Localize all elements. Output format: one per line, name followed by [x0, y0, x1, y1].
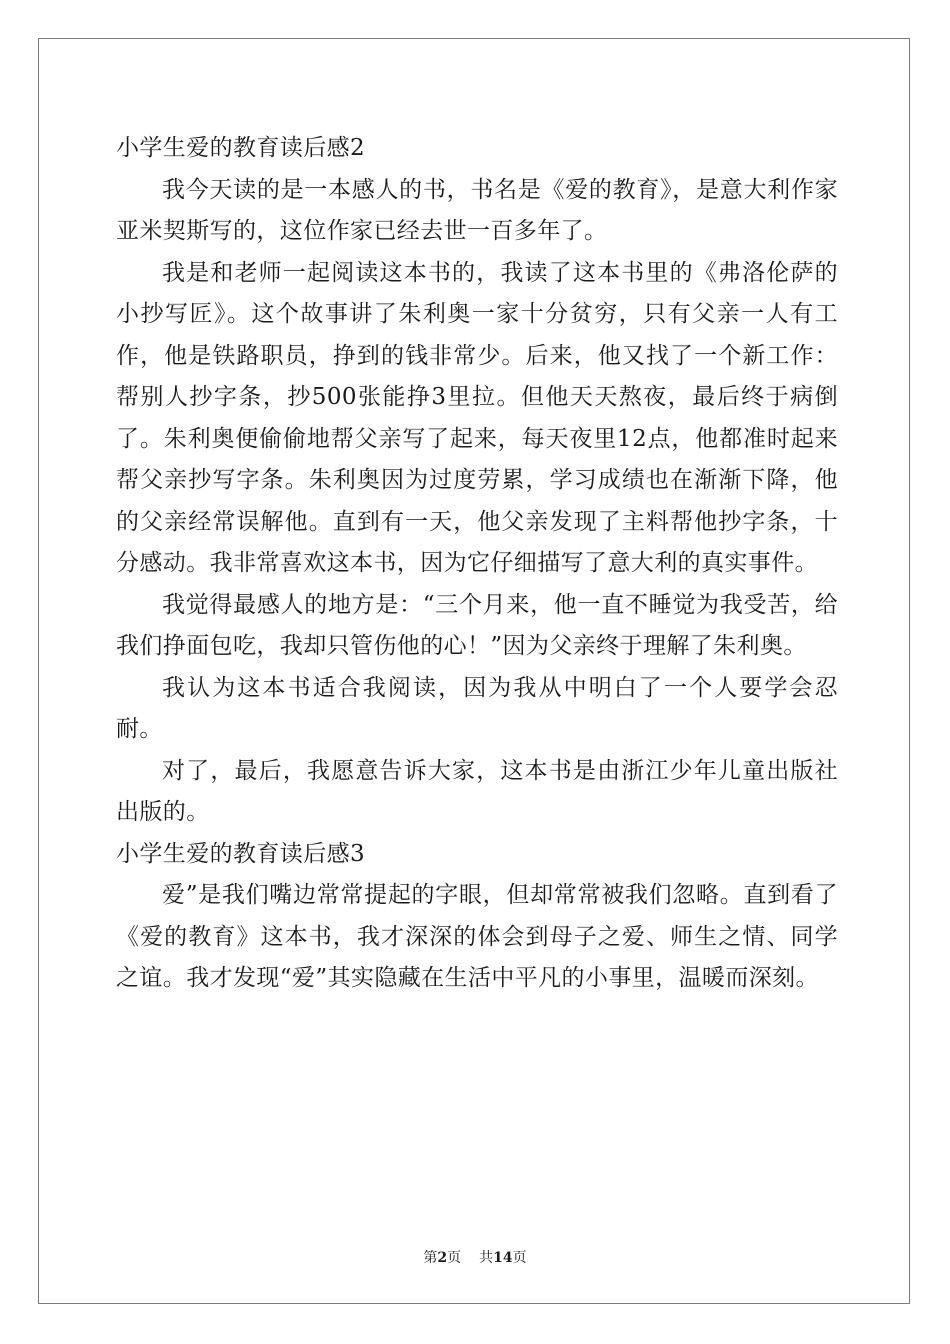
total-label-suffix: 页 [512, 1250, 527, 1266]
paragraph: 爱”是我们嘴边常常提起的字眼，但却常常被我们忽略。直到看了《爱的教育》这本书，我才深深的体会到母子之爱、师生之情、同学之谊。我才发现“爱”其实隐藏在生活中平凡的小事里，温暖而深刻。 [116, 882, 838, 991]
document-body [116, 128, 838, 1000]
paragraph: 我是和老师一起阅读这本书的，我读了这本书里的《弗洛伦萨的小抄写匠》。这个故事讲了朱利奥一家十分贫穷，只有父亲一人有工作，他是铁路职员，挣到的钱非常少。后来，他又找了一个新工作：帮别人抄字条，抄500张能挣3里拉。但他天天熬夜，最后终于病倒了。朱利奥便偷偷地帮父亲写了起来，每天夜里12点，他都准时起来帮父亲抄写字条。朱利奥因为过度劳累，学习成绩也在渐渐下降，他的父亲经常误解他。直到有一天，他父亲发现了主料帮他抄字条，十分感动。我非常喜欢这本书，因为它仔细描写了意大利的真实事件。 [116, 259, 838, 576]
paragraph: 我今天读的是一本感人的书，书名是《爱的教育》，是意大利作家亚米契斯写的，这位作家已经去世一百多年了。 [116, 176, 838, 244]
page-label-suffix: 页 [447, 1250, 462, 1266]
page-footer [0, 1247, 950, 1267]
page-number: 2 [437, 1250, 448, 1266]
paragraph: 对了，最后，我愿意告诉大家，这本书是由浙江少年儿童出版社出版的。 [116, 757, 838, 825]
paragraph: 我认为这本书适合我阅读，因为我从中明白了一个人要学会忍耐。 [116, 674, 838, 742]
page-label-prefix: 第 [423, 1250, 438, 1266]
total-pages: 14 [493, 1250, 513, 1266]
total-label-prefix: 共 [479, 1250, 494, 1266]
section-heading: 小学生爱的教育读后感3 [116, 840, 366, 867]
paragraph: 我觉得最感人的地方是：“三个月来，他一直不睡觉为我受苦，给我们挣面包吃，我却只管伤他的心！”因为父亲终于理解了朱利奥。 [116, 591, 838, 659]
section-heading: 小学生爱的教育读后感2 [116, 135, 366, 161]
